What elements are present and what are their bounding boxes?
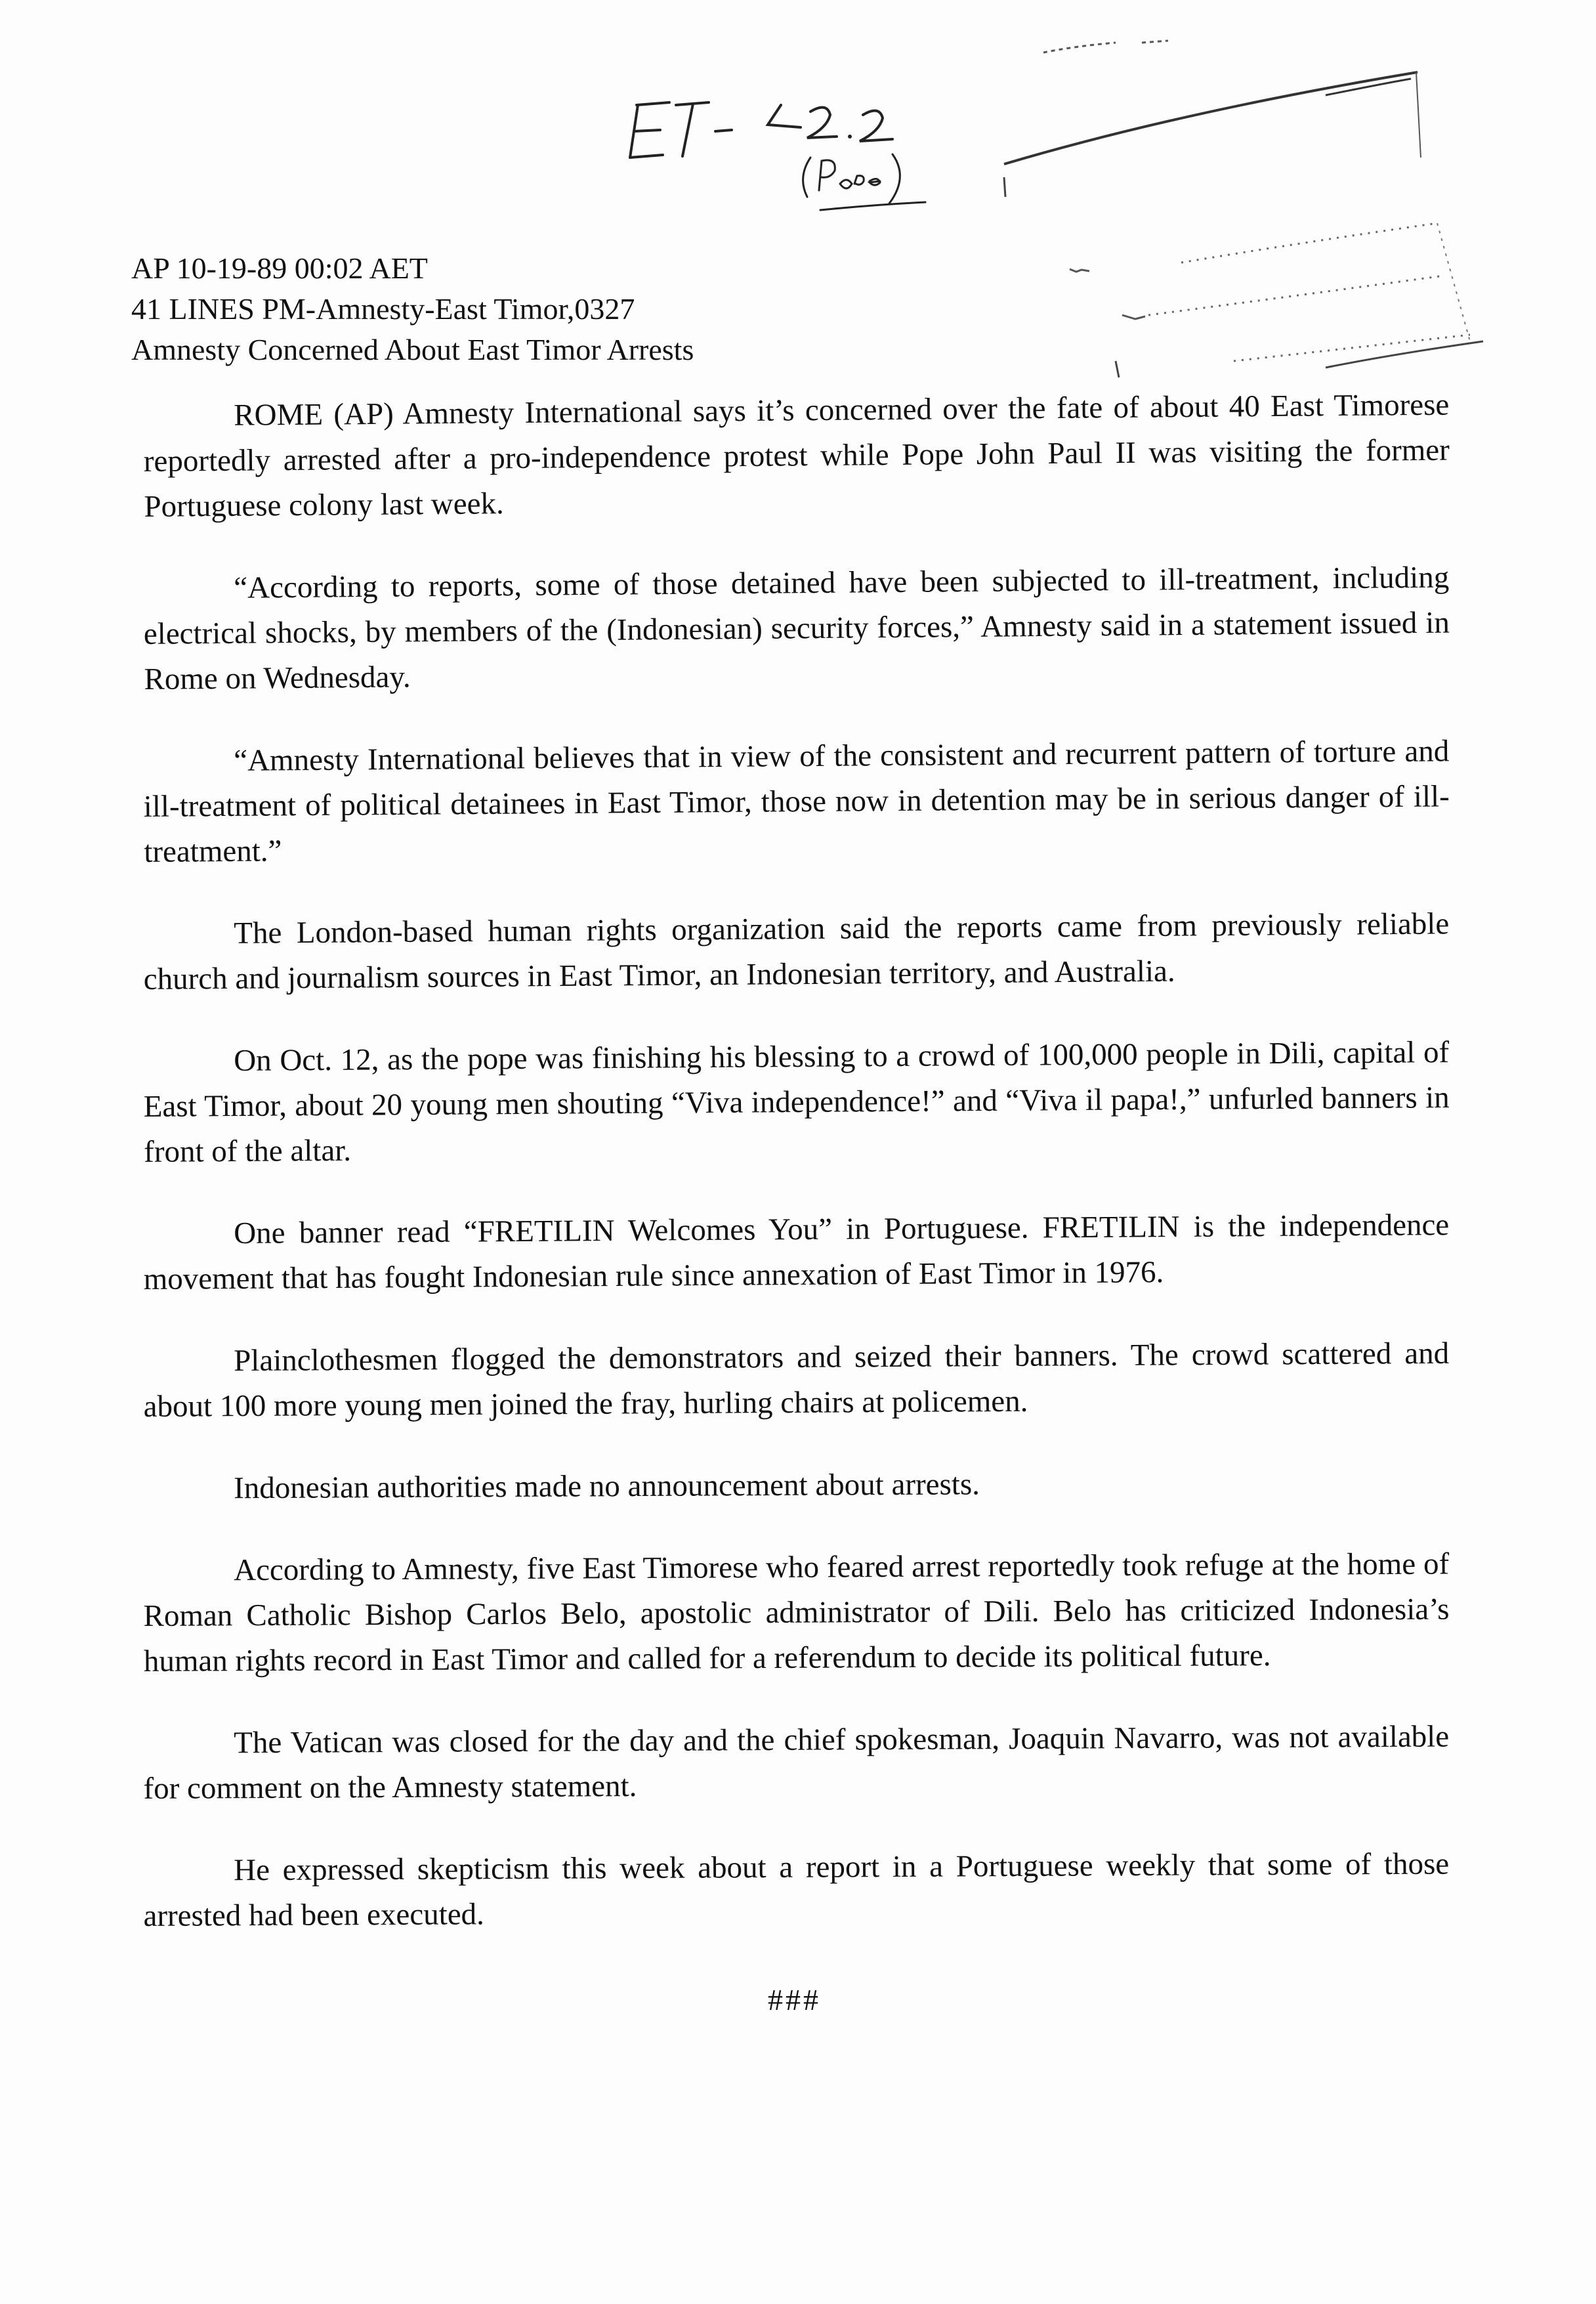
article-paragraph: The London-based human rights organization said the reports came from previously reliable church and journalism sources in East Timor, an Indonesian territory, and Australia. (143, 907, 1450, 996)
article-paragraph: “Amnesty International believes that in view of the consistent and recurrent pattern of torture and ill-treatment of political detainees in East Timor, those now in detention may be in serious danger of ill-treatment.” (143, 734, 1450, 869)
article-paragraph: On Oct. 12, as the pope was finishing his blessing to a crowd of 100,000 people in Dili, capital of East Timor, about 20 young men shouting “Viva independence!” and “Viva il papa!,” unfurled banners in front of the altar. (143, 1035, 1450, 1169)
article-paragraph: According to Amnesty, five East Timorese who feared arrest reportedly took refuge at the home of Roman Catholic Bishop Carlos Belo, apostolic administrator of Dili. Belo has criticized Indonesia’s human rights record in East Timor and called for a referendum to decide its political future. (143, 1547, 1450, 1678)
article-paragraph: Indonesian authorities made no announcement about arrests. (234, 1467, 980, 1506)
wire-header-headline: Amnesty Concerned About East Timor Arrests (131, 333, 694, 366)
stamp-artifact (984, 26, 1509, 381)
article-paragraph: “According to reports, some of those detained have been subjected to ill-treatment, including electrical shocks, by members of the (Indonesian) security forces,” Amnesty said in a statement issued in Rome on Wednesday. (143, 560, 1450, 696)
wire-header-slug: 41 LINES PM-Amnesty-East Timor,0327 (131, 292, 635, 326)
article-paragraph: The Vatican was closed for the day and the chief spokesman, Joaquin Navarro, was not available for comment on the Amnesty statement. (143, 1719, 1450, 1806)
article-paragraph: ROME (AP) Amnesty International says it’s concerned over the fate of about 40 East Timorese reportedly arrested after a pro-independence protest while Pope John Paul II was visiting the former Portuguese colony last week. (143, 387, 1450, 524)
wire-header-dateline: AP 10-19-89 00:02 AET (131, 251, 428, 285)
wire-header (131, 248, 984, 370)
stamp-artifact-drawing (984, 26, 1509, 381)
handwritten-annotation (610, 79, 978, 236)
article-paragraph: One banner read “FRETILIN Welcomes You” in Portuguese. FRETILIN is the independence movement that has fought Indonesian rule since annexation of East Timor in 1976. (143, 1208, 1450, 1296)
article-body (143, 387, 1450, 1976)
handwritten-annotation-drawing (610, 79, 978, 236)
article-paragraph: He expressed skepticism this week about a report in a Portuguese weekly that some of those arrested had been executed. (143, 1846, 1450, 1933)
article-paragraph: Plainclothesmen flogged the demonstrators and seized their banners. The crowd scattered and about 100 more young men joined the fray, hurling chairs at policemen. (143, 1336, 1450, 1424)
end-mark: ### (768, 1983, 821, 2016)
